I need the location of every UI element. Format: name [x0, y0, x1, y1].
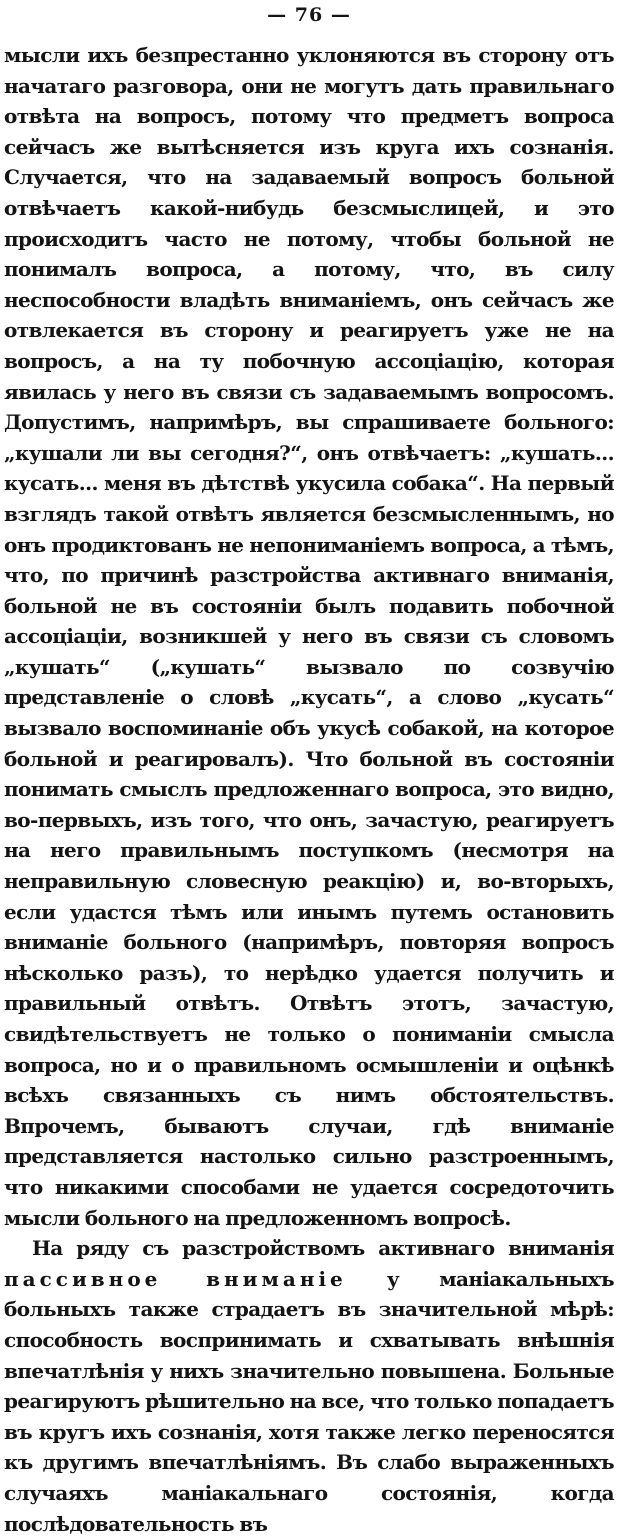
- paragraph-1: мысли ихъ безпрестанно уклоняются въ сторону отъ начатаго разговора, они не могутъ дать правильнаго отвѣта на вопросъ, потому что предметъ вопроса сейчасъ же вытѣсняется изъ круга ихъ сознанія. Случается, что на задаваемый вопросъ больной отвѣчаетъ какой-нибудь безсмыслицей, и это происходитъ часто не потому, чтобы больной не понималъ вопроса, а потому, что, въ силу неспособности владѣть вниманіемъ, онъ сейчасъ же отвлекается въ сторону и реагируетъ уже не на вопросъ, а на ту побочную ассоціацію, которая явилась у него въ связи съ задаваемымъ вопросомъ. Допустимъ, напримѣръ, вы спрашиваете больного: „кушали ли вы сегодня?“, онъ отвѣчаетъ: „кушать... кусать... меня въ дѣтствѣ укусила собака“. На первый взглядъ такой отвѣтъ является безсмысленнымъ, но онъ продиктованъ не непониманіемъ вопроса, а тѣмъ, что, по причинѣ разстройства активнаго вниманія, больной не въ состояніи былъ подавить побочной ассоціаціи, возникшей у него въ связи съ словомъ „кушать“ („кушать“ вызвало по созвучію представленіе о словѣ „кусать“, а слово „кусать“ вызвало воспоминаніе объ укусѣ собакой, на которое больной и реагировалъ). Что больной въ состояніи понимать смыслъ предложеннаго вопроса, это видно, во-первыхъ, изъ того, что онъ, зачастую, реагируетъ на него правильнымъ поступкомъ (несмотря на неправильную словесную реакцію) и, во-вторыхъ, если удастся тѣмъ или инымъ путемъ остановить вниманіе больного (напримѣръ, повторяя вопросъ нѣсколько разъ), то нерѣдко удается получить и правильный отвѣтъ. Отвѣтъ этотъ, зачастую, свидѣтельствуетъ не только о пониманіи смысла вопроса, но и о правильномъ осмышленіи и оцѣнкѣ всѣхъ связанныхъ съ нимъ обстоятельствъ. Впрочемъ, бываютъ случаи, гдѣ вниманіе представляется настолько сильно разстроеннымъ, что никакими способами не удается сосредоточить мысли больного на предложенномъ вопросѣ.: [4, 43, 614, 1230]
- spaced-emphasis: пассивное вниманіе: [4, 1266, 347, 1291]
- paragraph-2: [4, 1233, 614, 1539]
- paragraph-2-start: На ряду съ разстройствомъ активнаго вниманія: [32, 1236, 614, 1261]
- page-number: — 76 —: [267, 4, 351, 26]
- paragraph-2-rest: у маніакальныхъ больныхъ также страдаетъ въ значительной мѣрѣ: способность воспринимать и схватывать внѣшнія впечатлѣнія у нихъ значительно повышена. Больные реагируютъ рѣшительно на все, что только попадаетъ въ кругъ ихъ сознанія, хотя также легко переносятся къ другимъ впечатлѣніямъ. Въ слабо выраженныхъ случаяхъ маніакальнаго состоянія, когда послѣдовательность въ: [4, 1266, 614, 1536]
